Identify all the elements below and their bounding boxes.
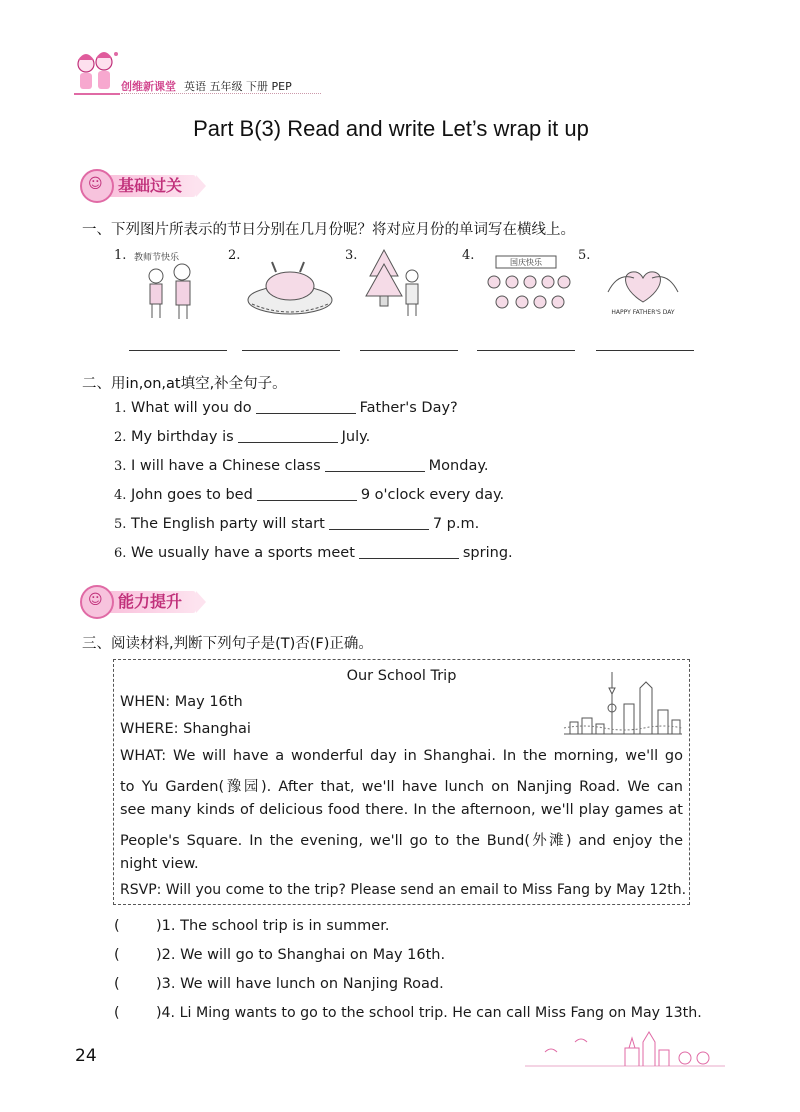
section-badge-basic (80, 169, 220, 203)
subject-info: 英语 五年级 下册 PEP (184, 80, 292, 93)
christmas-tree-icon (362, 246, 426, 320)
fill-sentence: 5. The English party will start 7 p.m. (114, 516, 480, 532)
shanghai-skyline-icon (562, 668, 684, 738)
question-1-heading: 一、下列图片所表示的节日分别在几月份呢？将对应月份的单词写在横线上。 (82, 222, 575, 238)
answer-blank[interactable] (242, 350, 340, 351)
picture-caption: 教师节快乐 (134, 253, 180, 263)
fathers-day-hearts-icon (600, 262, 686, 318)
picture-number: 3. (345, 248, 358, 263)
answer-blank[interactable] (360, 350, 458, 351)
picture-number: 4. (462, 248, 475, 263)
castle-decoration-icon (525, 1022, 725, 1070)
answer-paren[interactable]: ( (114, 947, 120, 963)
cartoon-kids-logo-icon (72, 48, 122, 100)
answer-blank[interactable] (359, 544, 459, 559)
answer-blank[interactable] (238, 428, 338, 443)
national-day-icon (478, 252, 574, 318)
thanksgiving-turkey-icon (244, 256, 336, 318)
page-title: Part B(3) Read and write Let’s wrap it up (193, 116, 589, 141)
picture-caption: 国庆快乐 (510, 258, 542, 267)
judge-statement: ( )1. The school trip is in summer. (114, 918, 390, 934)
smile-icon: ☺ (88, 592, 103, 608)
fill-sentence: 4. John goes to bed 9 o'clock every day. (114, 487, 505, 503)
answer-blank[interactable] (596, 350, 694, 351)
header-divider (121, 93, 321, 94)
reading-passage-box (113, 659, 690, 905)
answer-blank[interactable] (325, 457, 425, 472)
picture-caption: HAPPY FATHER'S DAY (611, 309, 675, 316)
answer-paren[interactable]: ( (114, 976, 120, 992)
teachers-day-icon (132, 250, 202, 322)
section-badge-ability (80, 585, 220, 619)
question-3-heading: 三、阅读材料,判断下列句子是(T)否(F)正确。 (82, 636, 373, 652)
passage-rsvp: RSVP: Will you come to the trip? Please send an email to Miss Fang by May 12th. (120, 882, 687, 898)
picture-number: 1. (114, 248, 127, 263)
picture-number: 2. (228, 248, 241, 263)
answer-paren[interactable]: ( (114, 1005, 120, 1021)
passage-what-line: night view. (120, 856, 199, 872)
passage-where: WHERE: Shanghai (120, 721, 251, 737)
answer-blank[interactable] (129, 350, 227, 351)
fill-sentence: 2. My birthday is July. (114, 429, 371, 445)
brand-label: 创维新课堂 (121, 80, 176, 93)
passage-what-line: see many kinds of delicious food there. In the afternoon, we'll play games at (120, 802, 683, 818)
passage-what-line: to Yu Garden(豫园). After that, we'll have lunch on Nanjing Road. We can (120, 779, 683, 795)
passage-what-line: WHAT: We will have a wonderful day in Shanghai. In the morning, we'll go (120, 748, 683, 764)
header-info (121, 78, 292, 94)
passage-title: Our School Trip (346, 668, 457, 684)
smile-icon: ☺ (88, 176, 103, 192)
fill-sentence: 1. What will you do Father's Day? (114, 400, 458, 416)
fill-sentence: 6. We usually have a sports meet spring. (114, 545, 513, 561)
judge-statement: ( )2. We will go to Shanghai on May 16th. (114, 947, 446, 963)
answer-blank[interactable] (256, 399, 356, 414)
passage-when: WHEN: May 16th (120, 694, 243, 710)
judge-statement: ( )3. We will have lunch on Nanjing Road. (114, 976, 444, 992)
answer-paren[interactable]: ( (114, 918, 120, 934)
section-label: 能力提升 (94, 591, 196, 613)
page-number: 24 (75, 1046, 97, 1066)
answer-blank[interactable] (329, 515, 429, 530)
picture-number: 5. (578, 248, 591, 263)
passage-what-line: People's Square. In the evening, we'll go to the Bund(外滩) and enjoy the (120, 833, 683, 849)
answer-blank[interactable] (477, 350, 575, 351)
section-label: 基础过关 (94, 175, 196, 197)
fill-sentence: 3. I will have a Chinese class Monday. (114, 458, 489, 474)
question-2-heading: 二、用in,on,at填空,补全句子。 (82, 376, 287, 392)
judge-statement: ( )4. Li Ming wants to go to the school trip. He can call Miss Fang on May 13th. (114, 1005, 702, 1021)
answer-blank[interactable] (257, 486, 357, 501)
